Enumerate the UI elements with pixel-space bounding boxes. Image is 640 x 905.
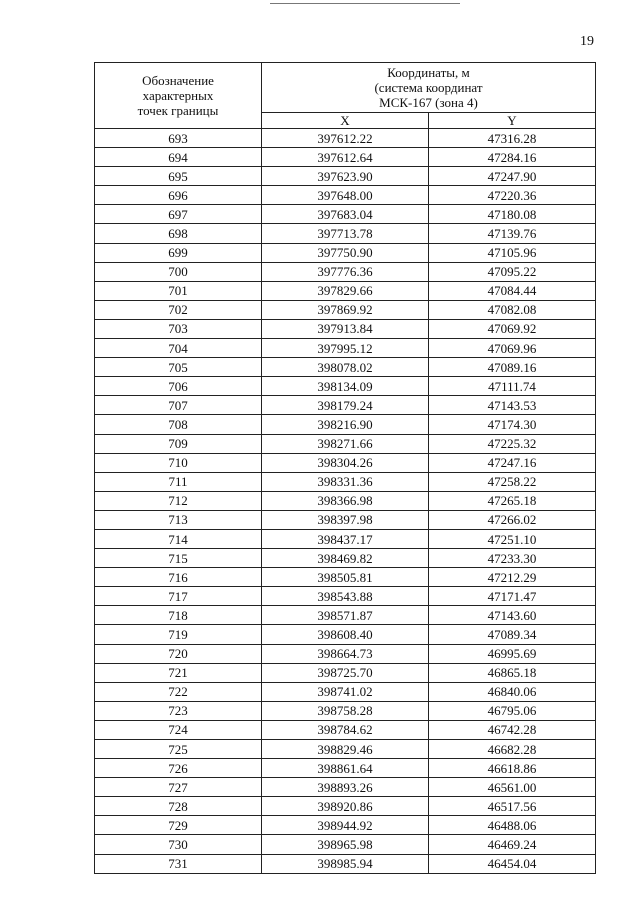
y-coordinate-cell: 47220.36 — [429, 186, 596, 205]
x-coordinate-cell: 398216.90 — [262, 415, 429, 434]
x-coordinate-cell: 397612.64 — [262, 148, 429, 167]
table-row — [95, 529, 596, 548]
point-id-cell: 729 — [95, 816, 262, 835]
point-id-cell: 705 — [95, 358, 262, 377]
x-coordinate-cell: 397913.84 — [262, 319, 429, 338]
y-coordinate-cell: 47251.10 — [429, 529, 596, 548]
y-coordinate-cell: 46995.69 — [429, 644, 596, 663]
x-coordinate-cell: 398965.98 — [262, 835, 429, 854]
x-coordinate-cell: 398134.09 — [262, 377, 429, 396]
point-id-cell: 713 — [95, 510, 262, 529]
header-y: Y — [429, 113, 596, 129]
x-coordinate-cell: 397612.22 — [262, 129, 429, 148]
y-coordinate-cell: 47143.53 — [429, 396, 596, 415]
point-id-cell: 728 — [95, 797, 262, 816]
table-row — [95, 778, 596, 797]
x-coordinate-cell: 398741.02 — [262, 682, 429, 701]
point-id-cell: 696 — [95, 186, 262, 205]
x-coordinate-cell: 398331.36 — [262, 472, 429, 491]
table-row — [95, 339, 596, 358]
table-row — [95, 740, 596, 759]
x-coordinate-cell: 397623.90 — [262, 167, 429, 186]
y-coordinate-cell: 47069.92 — [429, 319, 596, 338]
table-row — [95, 606, 596, 625]
table-row — [95, 148, 596, 167]
point-id-cell: 723 — [95, 701, 262, 720]
y-coordinate-cell: 46469.24 — [429, 835, 596, 854]
y-coordinate-cell: 47233.30 — [429, 549, 596, 568]
point-id-cell: 702 — [95, 300, 262, 319]
table-row — [95, 434, 596, 453]
header-point-designation — [95, 63, 262, 129]
point-id-cell: 714 — [95, 529, 262, 548]
x-coordinate-cell: 398469.82 — [262, 549, 429, 568]
table-row — [95, 720, 596, 739]
point-id-cell: 730 — [95, 835, 262, 854]
x-coordinate-cell: 398271.66 — [262, 434, 429, 453]
y-coordinate-cell: 47212.29 — [429, 568, 596, 587]
point-id-cell: 694 — [95, 148, 262, 167]
table-row — [95, 625, 596, 644]
x-coordinate-cell: 398985.94 — [262, 854, 429, 873]
y-coordinate-cell: 46618.86 — [429, 759, 596, 778]
table-row — [95, 243, 596, 262]
point-id-cell: 712 — [95, 491, 262, 510]
table-row — [95, 587, 596, 606]
x-coordinate-cell: 398571.87 — [262, 606, 429, 625]
table-row — [95, 262, 596, 281]
x-coordinate-cell: 398366.98 — [262, 491, 429, 510]
point-id-cell: 700 — [95, 262, 262, 281]
table-row — [95, 396, 596, 415]
table-row — [95, 186, 596, 205]
point-id-cell: 693 — [95, 129, 262, 148]
point-id-cell: 710 — [95, 453, 262, 472]
y-coordinate-cell: 47095.22 — [429, 262, 596, 281]
point-id-cell: 715 — [95, 549, 262, 568]
point-id-cell: 706 — [95, 377, 262, 396]
x-coordinate-cell: 398304.26 — [262, 453, 429, 472]
x-coordinate-cell: 397995.12 — [262, 339, 429, 358]
y-coordinate-cell: 46454.04 — [429, 854, 596, 873]
y-coordinate-cell: 47089.34 — [429, 625, 596, 644]
x-coordinate-cell: 398861.64 — [262, 759, 429, 778]
table-row — [95, 377, 596, 396]
y-coordinate-cell: 47084.44 — [429, 281, 596, 300]
x-coordinate-cell: 398784.62 — [262, 720, 429, 739]
header-point-line: Обозначение — [142, 73, 214, 88]
header-coords-line: Координаты, м — [387, 65, 470, 80]
x-coordinate-cell: 398664.73 — [262, 644, 429, 663]
table-row — [95, 854, 596, 873]
table-row — [95, 300, 596, 319]
y-coordinate-cell: 46795.06 — [429, 701, 596, 720]
y-coordinate-cell: 47316.28 — [429, 129, 596, 148]
table-row — [95, 129, 596, 148]
x-coordinate-cell: 397829.66 — [262, 281, 429, 300]
table-row — [95, 224, 596, 243]
point-id-cell: 709 — [95, 434, 262, 453]
x-coordinate-cell: 398829.46 — [262, 740, 429, 759]
y-coordinate-cell: 46742.28 — [429, 720, 596, 739]
y-coordinate-cell: 47111.74 — [429, 377, 596, 396]
table-row — [95, 549, 596, 568]
table-row — [95, 205, 596, 224]
table-row — [95, 816, 596, 835]
y-coordinate-cell: 47265.18 — [429, 491, 596, 510]
table-row — [95, 759, 596, 778]
header-coordinates — [262, 63, 596, 113]
table-body — [95, 129, 596, 874]
x-coordinate-cell: 397869.92 — [262, 300, 429, 319]
x-coordinate-cell: 398944.92 — [262, 816, 429, 835]
x-coordinate-cell: 398078.02 — [262, 358, 429, 377]
table-row — [95, 358, 596, 377]
y-coordinate-cell: 47266.02 — [429, 510, 596, 529]
y-coordinate-cell: 46561.00 — [429, 778, 596, 797]
y-coordinate-cell: 47089.16 — [429, 358, 596, 377]
y-coordinate-cell: 47258.22 — [429, 472, 596, 491]
coordinates-table — [94, 62, 596, 874]
point-id-cell: 718 — [95, 606, 262, 625]
top-rule — [270, 3, 460, 4]
y-coordinate-cell: 47180.08 — [429, 205, 596, 224]
point-id-cell: 731 — [95, 854, 262, 873]
x-coordinate-cell: 397648.00 — [262, 186, 429, 205]
y-coordinate-cell: 47171.47 — [429, 587, 596, 606]
header-x: X — [262, 113, 429, 129]
y-coordinate-cell: 46488.06 — [429, 816, 596, 835]
header-point-line: характерных — [142, 88, 214, 103]
table-row — [95, 491, 596, 510]
table-row — [95, 510, 596, 529]
point-id-cell: 720 — [95, 644, 262, 663]
x-coordinate-cell: 398397.98 — [262, 510, 429, 529]
point-id-cell: 704 — [95, 339, 262, 358]
point-id-cell: 717 — [95, 587, 262, 606]
y-coordinate-cell: 46682.28 — [429, 740, 596, 759]
y-coordinate-cell: 47284.16 — [429, 148, 596, 167]
y-coordinate-cell: 47139.76 — [429, 224, 596, 243]
table-row — [95, 568, 596, 587]
header-coords-line: МСК-167 (зона 4) — [379, 95, 478, 110]
point-id-cell: 721 — [95, 663, 262, 682]
y-coordinate-cell: 47247.16 — [429, 453, 596, 472]
header-point-line: точек границы — [137, 103, 219, 118]
table-row — [95, 835, 596, 854]
table-row — [95, 701, 596, 720]
x-coordinate-cell: 398608.40 — [262, 625, 429, 644]
x-coordinate-cell: 397683.04 — [262, 205, 429, 224]
y-coordinate-cell: 46840.06 — [429, 682, 596, 701]
x-coordinate-cell: 398505.81 — [262, 568, 429, 587]
y-coordinate-cell: 46865.18 — [429, 663, 596, 682]
y-coordinate-cell: 47143.60 — [429, 606, 596, 625]
table-row — [95, 319, 596, 338]
page-number: 19 — [580, 34, 594, 49]
point-id-cell: 727 — [95, 778, 262, 797]
point-id-cell: 707 — [95, 396, 262, 415]
table-row — [95, 797, 596, 816]
x-coordinate-cell: 398893.26 — [262, 778, 429, 797]
x-coordinate-cell: 397750.90 — [262, 243, 429, 262]
point-id-cell: 722 — [95, 682, 262, 701]
point-id-cell: 701 — [95, 281, 262, 300]
table-row — [95, 644, 596, 663]
x-coordinate-cell: 398543.88 — [262, 587, 429, 606]
point-id-cell: 698 — [95, 224, 262, 243]
x-coordinate-cell: 397776.36 — [262, 262, 429, 281]
table-row — [95, 472, 596, 491]
table-row — [95, 663, 596, 682]
x-coordinate-cell: 398758.28 — [262, 701, 429, 720]
point-id-cell: 697 — [95, 205, 262, 224]
point-id-cell: 708 — [95, 415, 262, 434]
table-row — [95, 167, 596, 186]
point-id-cell: 724 — [95, 720, 262, 739]
table-row — [95, 682, 596, 701]
point-id-cell: 699 — [95, 243, 262, 262]
y-coordinate-cell: 47225.32 — [429, 434, 596, 453]
y-coordinate-cell: 47247.90 — [429, 167, 596, 186]
table-row — [95, 281, 596, 300]
x-coordinate-cell: 397713.78 — [262, 224, 429, 243]
table-row — [95, 415, 596, 434]
point-id-cell: 719 — [95, 625, 262, 644]
y-coordinate-cell: 47174.30 — [429, 415, 596, 434]
point-id-cell: 711 — [95, 472, 262, 491]
x-coordinate-cell: 398920.86 — [262, 797, 429, 816]
x-coordinate-cell: 398179.24 — [262, 396, 429, 415]
point-id-cell: 695 — [95, 167, 262, 186]
y-coordinate-cell: 46517.56 — [429, 797, 596, 816]
y-coordinate-cell: 47082.08 — [429, 300, 596, 319]
point-id-cell: 726 — [95, 759, 262, 778]
point-id-cell: 703 — [95, 319, 262, 338]
point-id-cell: 716 — [95, 568, 262, 587]
y-coordinate-cell: 47105.96 — [429, 243, 596, 262]
table-row — [95, 453, 596, 472]
point-id-cell: 725 — [95, 740, 262, 759]
header-coords-line: (система координат — [374, 80, 483, 95]
y-coordinate-cell: 47069.96 — [429, 339, 596, 358]
x-coordinate-cell: 398725.70 — [262, 663, 429, 682]
x-coordinate-cell: 398437.17 — [262, 529, 429, 548]
